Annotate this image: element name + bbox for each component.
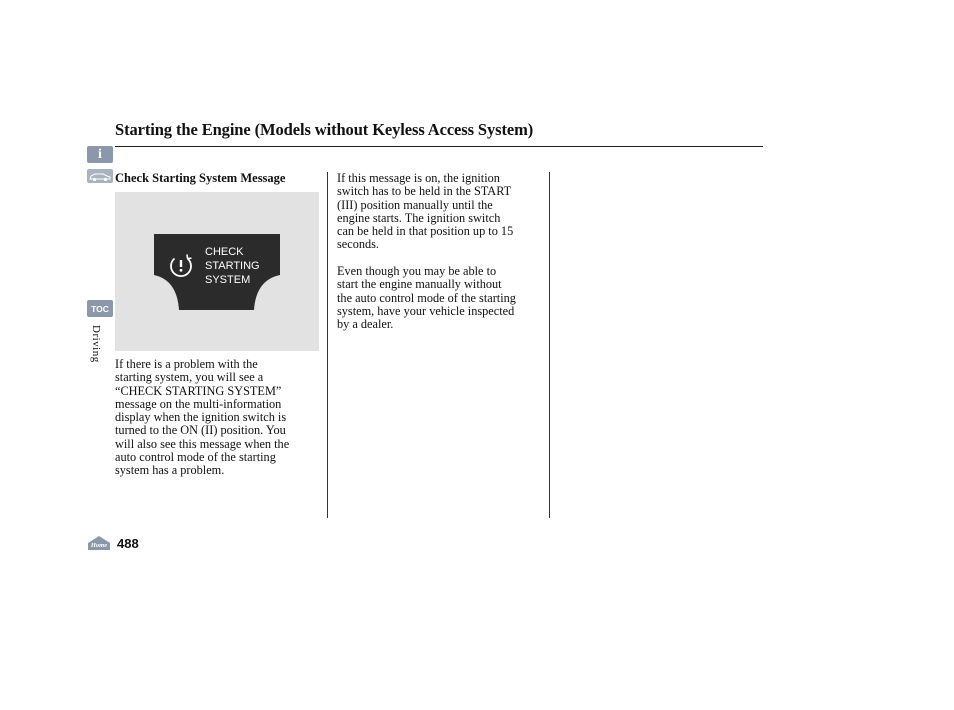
column-divider: [549, 172, 550, 518]
column-divider: [327, 172, 328, 518]
home-button[interactable]: [86, 535, 112, 551]
home-icon: [86, 535, 112, 551]
vehicle-index-button[interactable]: [87, 169, 113, 183]
toc-button[interactable]: [87, 300, 113, 317]
display-message: CHECK STARTING SYSTEM: [205, 246, 260, 286]
toc-label: TOC: [91, 303, 109, 314]
subsection-heading: Check Starting System Message: [115, 171, 286, 185]
info-button[interactable]: [87, 146, 113, 163]
car-icon: [87, 169, 113, 183]
body-paragraph: If this message is on, the ignition switch has to be held in the START (III) position manually until the engine starts. The ignition switch can be held in that position up to 15 seconds.: [337, 171, 514, 252]
page-number: 488: [117, 536, 139, 551]
body-paragraph: If there is a problem with the starting system, you will see a “CHECK STARTING SYSTEM” message on the multi-information display when the ignition switch is turned to the ON (II) position. You will also see this message when the auto control mode of the starting system has a problem.: [115, 357, 290, 478]
section-label: Driving: [90, 325, 102, 363]
info-icon: i: [98, 146, 102, 162]
body-paragraph: Even though you may be able to start the engine manually without the auto control mode of the starting system, have your vehicle inspected by a dealer.: [337, 264, 516, 332]
title-divider: [115, 146, 763, 147]
home-label: Home: [90, 542, 108, 549]
page-title: Starting the Engine (Models without Keyless Access System): [115, 120, 534, 139]
